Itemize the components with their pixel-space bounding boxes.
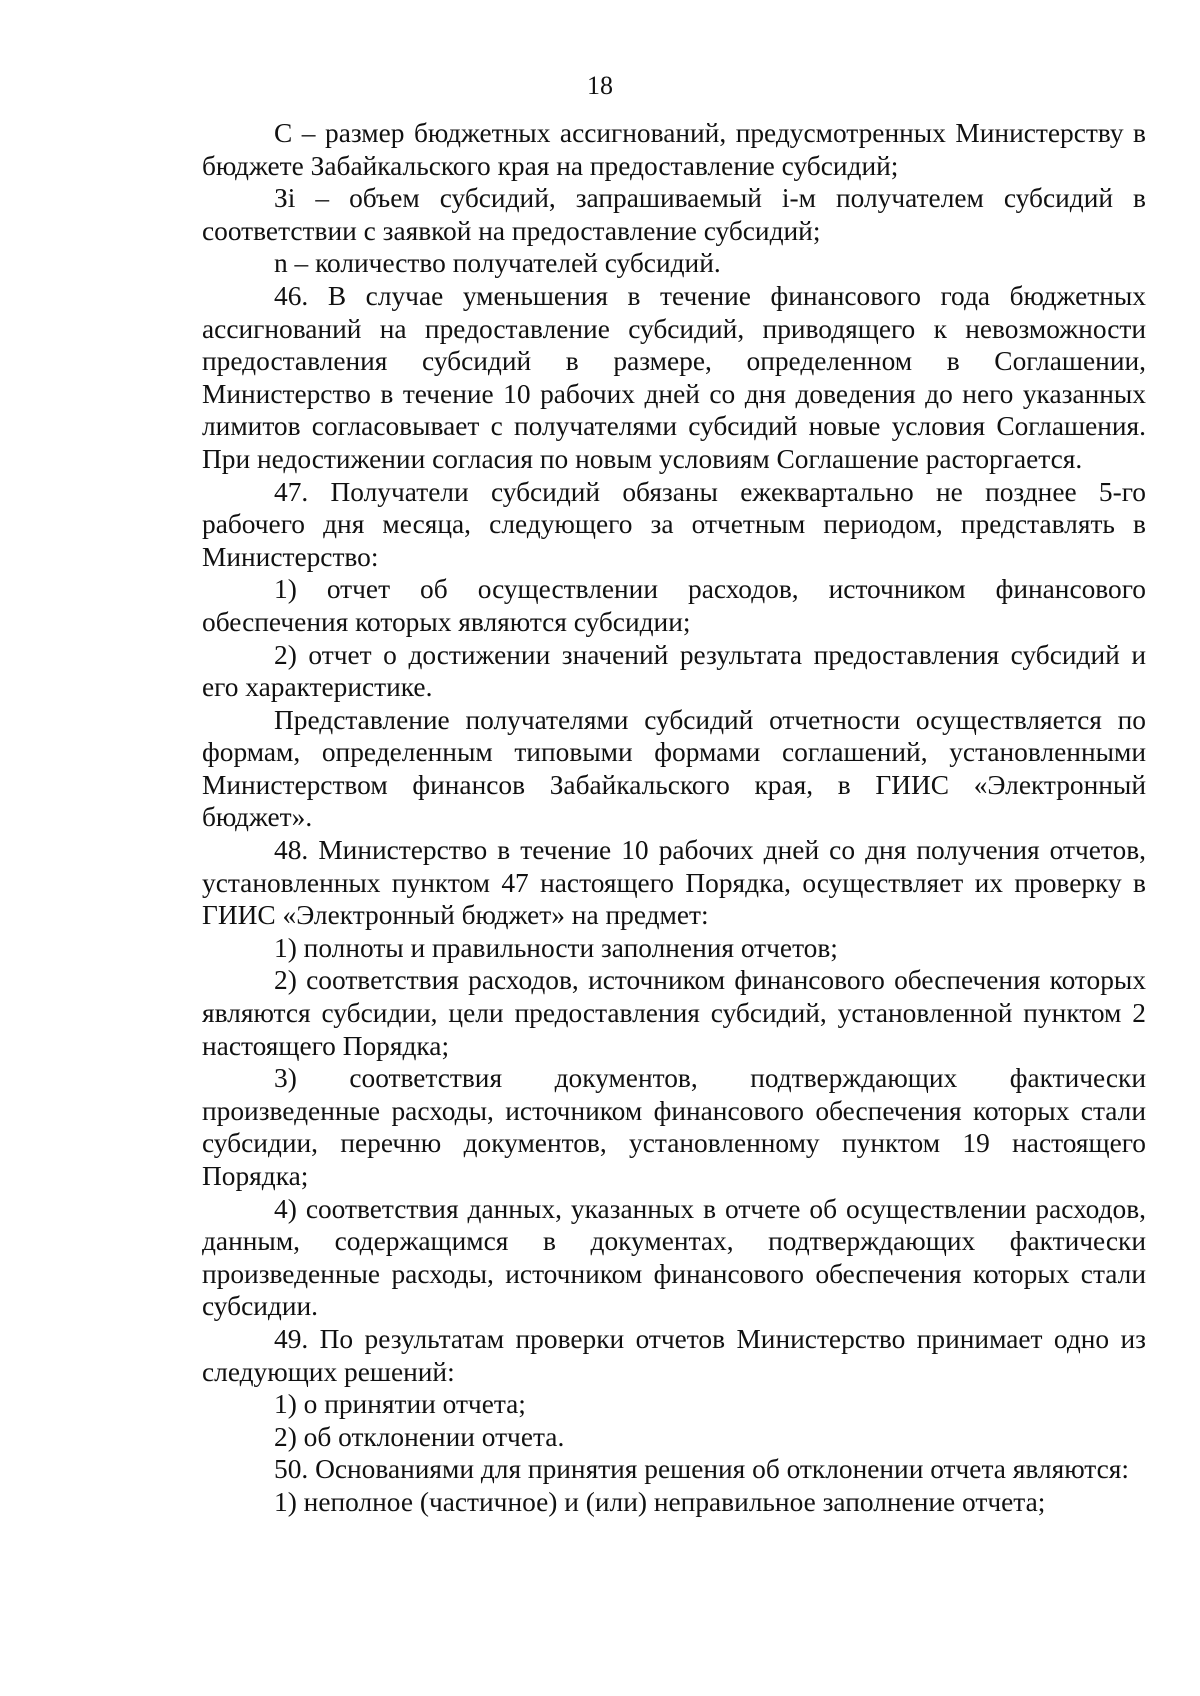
paragraph-48-item-3: 3) соответствия документов, подтверждающих фактически произведенные расходы, источником финансового обеспечения которых стали субсидии, перечню документов, установленному пунктом 19 настоящего Порядка; [202,1063,1146,1191]
paragraph-48-item-2: 2) соответствия расходов, источником финансового обеспечения которых являются субсидии, цели предоставления субсидий, установленной пунктом 2 настоящего Порядка; [202,965,1146,1061]
paragraph-reporting-forms: Представление получателями субсидий отчетности осуществляется по формам, определенным типовыми формами соглашений, установленными Министерством финансов Забайкальского края, в ГИИС «Электронный бюджет». [202,704,1146,833]
page-number: 18 [587,71,613,100]
paragraph-49: 49. По результатам проверки отчетов Министерство принимает одно из следующих решений: [202,1323,1146,1387]
paragraph-47-item-1: 1) отчет об осуществлении расходов, источником финансового обеспечения которых являются субсидии; [202,574,1146,637]
paragraph-50: 50. Основаниями для принятия решения об отклонении отчета являются: [274,1454,1129,1485]
paragraph-49-item-1: 1) о принятии отчета; [274,1389,526,1420]
paragraph-c-definition: С – размер бюджетных ассигнований, предусмотренных Министерству в бюджете Забайкальского края на предоставление субсидий; [202,118,1146,181]
paragraph-48-item-4: 4) соответствия данных, указанных в отчете об осуществлении расходов, данным, содержащимся в документах, подтверждающих фактически произведенные расходы, источником финансового обеспечения которых стали субсидии. [202,1193,1146,1322]
paragraph-49-item-2: 2) об отклонении отчета. [274,1421,565,1452]
document-body [202,117,1146,1519]
paragraph-50-item-1: 1) неполное (частичное) и (или) неправильное заполнение отчета; [274,1486,1046,1517]
paragraph-48-item-1: 1) полноты и правильности заполнения отчетов; [274,932,838,963]
paragraph-46: 46. В случае уменьшения в течение финансового года бюджетных ассигнований на предоставление субсидий, приводящего к невозможности предоставления субсидий в размере, определенном в Соглашении, Министерство в течение 10 рабочих дней со дня доведения до него указанных лимитов согласовывает с получателями субсидий новые условия Соглашения. При недостижении согласия по новым условиям Соглашение расторгается. [202,280,1146,474]
paragraph-48: 48. Министерство в течение 10 рабочих дней со дня получения отчетов, установленных пунктом 47 настоящего Порядка, осуществляет их проверку в ГИИС «Электронный бюджет» на предмет: [202,835,1146,931]
paragraph-zi-definition: Зi – объем субсидий, запрашиваемый i-м получателем субсидий в соответствии с заявкой на предоставление субсидий; [202,183,1146,246]
paragraph-47: 47. Получатели субсидий обязаны ежеквартально не позднее 5-го рабочего дня месяца, следующего за отчетным периодом, представлять в Министерство: [202,476,1146,572]
paragraph-n-definition: n – количество получателей субсидий. [274,248,721,279]
paragraph-47-item-2: 2) отчет о достижении значений результата предоставления субсидий и его характеристике. [202,639,1146,703]
